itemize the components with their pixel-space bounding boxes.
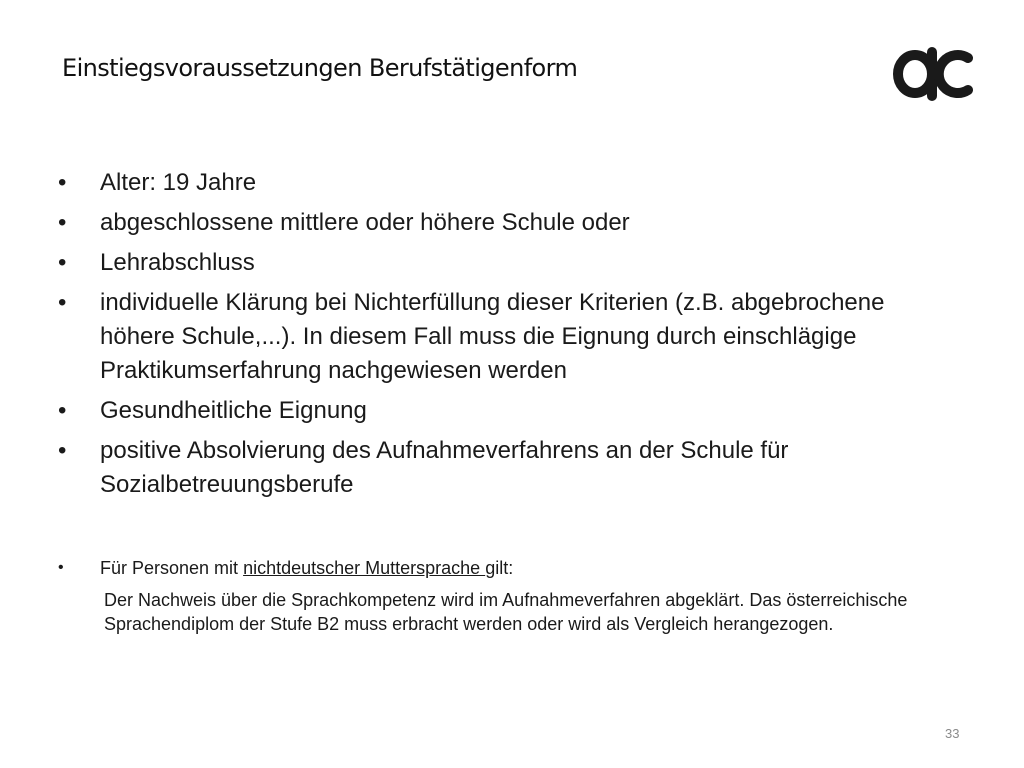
list-item-text: individuelle Klärung bei Nichterfüllung dieser Kriterien (z.B. abgebrochene höhere Schule,...). In diesem Fall muss die Eignung durch einschlägige Praktikumserfahrung nachgewiesen werden: [100, 289, 885, 384]
bullet-icon: •: [58, 249, 67, 276]
list-item: [58, 166, 958, 200]
list-item-text: Lehrabschluss: [100, 249, 255, 276]
list-item-text: abgeschlossene mittlere oder höhere Schule oder: [100, 209, 630, 236]
list-item: [58, 434, 958, 502]
bullet-icon: •: [58, 437, 67, 464]
note-intro-suffix: gilt:: [485, 558, 514, 578]
bullet-icon: •: [58, 209, 67, 236]
language-note-body: Der Nachweis über die Sprachkompetenz wird im Aufnahmeverfahren abgeklärt. Das österreichische Sprachendiplom der Stufe B2 muss erbracht werden oder wird als Vergleich herangezogen.: [104, 590, 908, 634]
slide-title: Einstiegsvoraussetzungen Berufstätigenform: [62, 54, 578, 82]
page-number: 33: [945, 726, 960, 741]
requirements-list: [58, 166, 958, 508]
bullet-icon: •: [58, 289, 67, 316]
list-item: [58, 286, 958, 388]
bullet-icon: •: [58, 397, 67, 424]
list-item-text: positive Absolvierung des Aufnahmeverfahrens an der Schule für Sozialbetreuungsberufe: [100, 437, 789, 498]
ac-logo: [890, 40, 974, 104]
list-item-text: Gesundheitliche Eignung: [100, 397, 367, 424]
language-note-intro: [58, 556, 978, 580]
list-item: [58, 246, 958, 280]
bullet-icon: •: [58, 559, 64, 576]
list-item-text: Alter: 19 Jahre: [100, 169, 257, 196]
list-item: [58, 206, 958, 240]
note-intro-prefix: Für Personen mit: [100, 558, 244, 578]
language-note: [58, 556, 978, 636]
note-intro-underlined: nichtdeutscher Muttersprache: [243, 558, 486, 578]
list-item: [58, 394, 958, 428]
bullet-icon: •: [58, 169, 67, 196]
